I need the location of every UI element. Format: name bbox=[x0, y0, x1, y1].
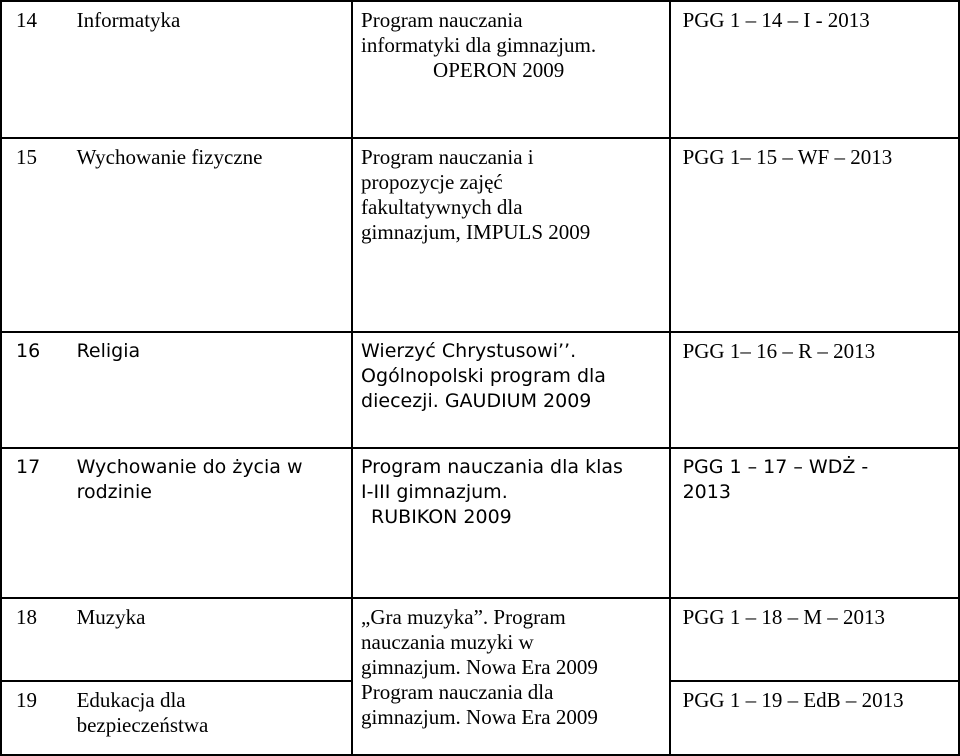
program-code: PGG 1 – 18 – M – 2013 bbox=[682, 605, 885, 629]
program-code: PGG 1 – 19 – EdB – 2013 bbox=[682, 688, 904, 712]
row-number: 16 bbox=[1, 332, 73, 448]
table-row bbox=[1, 1, 959, 138]
subject-text: bezpieczeństwa bbox=[76, 713, 209, 737]
program-cell bbox=[352, 332, 670, 448]
subject-cell bbox=[73, 138, 352, 332]
program-code: PGG 1– 15 – WF – 2013 bbox=[682, 145, 893, 169]
row-number: 17 bbox=[1, 448, 73, 598]
row-number: 18 bbox=[1, 598, 73, 681]
program-text: gimnazjum. Nowa Era 2009 bbox=[361, 705, 598, 729]
program-text: fakultatywnych dla bbox=[361, 195, 523, 219]
program-text: I-III gimnazjum. bbox=[361, 481, 508, 503]
program-text: RUBIKON 2009 bbox=[371, 506, 512, 528]
code-cell bbox=[670, 1, 959, 138]
subject-text: Wychowanie fizyczne bbox=[76, 145, 263, 169]
row-number: 15 bbox=[1, 138, 73, 332]
program-text: „Gra muzyka”. Program bbox=[361, 605, 566, 629]
program-text: informatyki dla gimnazjum. bbox=[361, 33, 597, 57]
code-cell bbox=[670, 598, 959, 681]
subject-text: Wychowanie do życia w bbox=[76, 456, 303, 478]
subject-text: Religia bbox=[76, 340, 141, 362]
program-code: PGG 1– 16 – R – 2013 bbox=[682, 339, 876, 363]
row-number: 19 bbox=[1, 681, 73, 755]
subject-cell bbox=[73, 681, 352, 755]
subject-text: Informatyka bbox=[76, 8, 181, 32]
code-cell bbox=[670, 138, 959, 332]
subject-text: rodzinie bbox=[76, 481, 152, 503]
program-text: OPERON 2009 bbox=[433, 58, 565, 82]
subject-cell bbox=[73, 448, 352, 598]
table-row bbox=[1, 332, 959, 448]
program-text: Program nauczania dla klas bbox=[361, 456, 623, 478]
subject-text: Edukacja dla bbox=[76, 688, 186, 712]
program-text: gimnazjum. Nowa Era 2009 bbox=[361, 655, 598, 679]
program-text: nauczania muzyki w bbox=[361, 630, 534, 654]
program-text: diecezji. GAUDIUM 2009 bbox=[361, 390, 592, 412]
subject-text: Muzyka bbox=[76, 605, 146, 629]
program-code: 2013 bbox=[682, 481, 731, 503]
row-number: 14 bbox=[1, 1, 73, 138]
program-text: Ogólnopolski program dla bbox=[361, 365, 606, 387]
program-cell bbox=[352, 1, 670, 138]
program-cell bbox=[352, 448, 670, 598]
program-text: propozycje zajęć bbox=[361, 170, 503, 194]
code-cell bbox=[670, 448, 959, 598]
program-code: PGG 1 – 14 – I - 2013 bbox=[682, 8, 870, 32]
program-cell bbox=[352, 598, 670, 755]
program-text: Program nauczania bbox=[361, 8, 523, 32]
table-row bbox=[1, 448, 959, 598]
program-text: Wierzyć Chrystusowi’’. bbox=[361, 340, 577, 362]
program-text: gimnazjum, IMPULS 2009 bbox=[361, 220, 591, 244]
program-text: Program nauczania dla bbox=[361, 680, 554, 704]
subject-cell bbox=[73, 1, 352, 138]
code-cell bbox=[670, 332, 959, 448]
code-cell bbox=[670, 681, 959, 755]
subject-cell bbox=[73, 332, 352, 448]
subject-cell bbox=[73, 598, 352, 681]
table-row bbox=[1, 598, 959, 681]
program-text: Program nauczania i bbox=[361, 145, 534, 169]
program-cell bbox=[352, 138, 670, 332]
table-row bbox=[1, 138, 959, 332]
program-code: PGG 1 – 17 – WDŻ - bbox=[682, 456, 869, 478]
